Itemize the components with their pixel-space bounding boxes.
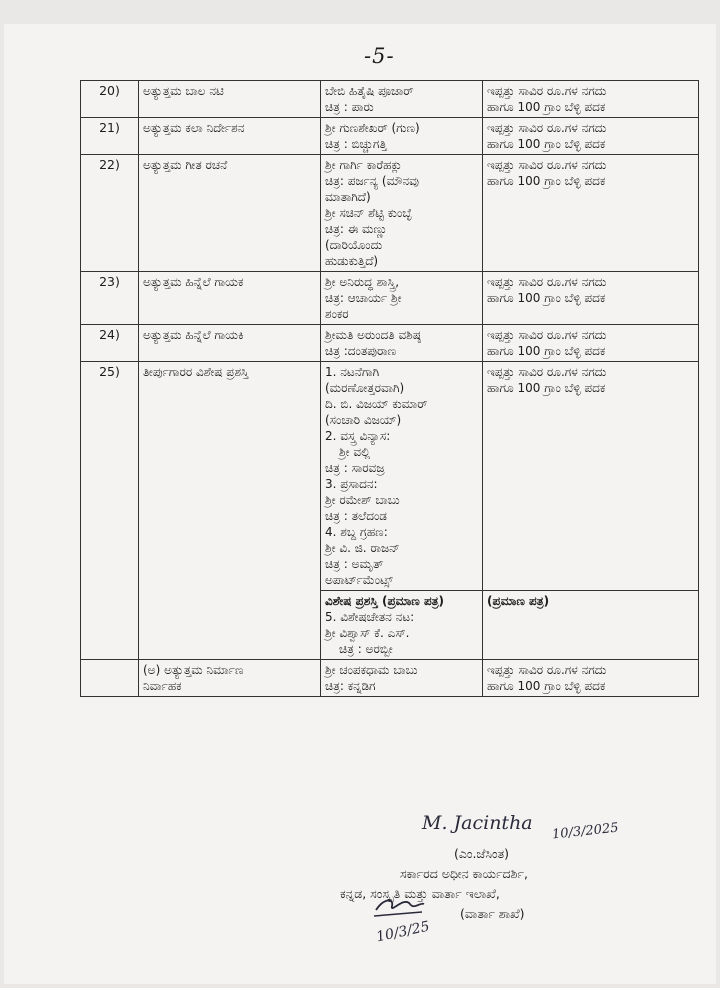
cell-line: ಶ್ರೀ ಗುಣಶೇಖರ್ (ಗುಣ) <box>325 121 420 135</box>
award-prize <box>483 362 699 591</box>
table-row <box>81 660 699 697</box>
cell-line: ಶ್ರೀ ಅನಿರುದ್ಧ ಶಾಸ್ತ್ರಿ, <box>325 275 400 289</box>
cell-line: ಇಪ್ಪತ್ತು ಸಾವಿರ ರೂ.ಗಳ ನಗದು <box>487 158 607 172</box>
officer-name: (ಎಂ.ಜೆಸಿಂತ) <box>454 846 509 861</box>
cell-line: ಶ್ರೀ ವಿಶ್ವಾಸ್ ಕೆ. ಎಸ್. <box>325 626 410 640</box>
awards-table <box>80 80 699 697</box>
page-number: -5- <box>364 44 395 68</box>
cell-line: 3. ಪ್ರಸಾದನ: <box>325 477 378 491</box>
cell-line: ಅಪಾರ್ಟ್‌ಮೆಂಟ್ಸ್ <box>325 573 393 587</box>
cell-line: ಇಪ್ಪತ್ತು ಸಾವಿರ ರೂ.ಗಳ ನಗದು <box>487 365 607 379</box>
award-prize <box>483 81 699 118</box>
cell-line: ಚಿತ್ರ :ದಂತಪುರಾಣ <box>325 344 397 358</box>
award-prize <box>483 155 699 272</box>
row-number <box>81 660 139 697</box>
special-award <box>321 591 483 660</box>
row-number: 21) <box>81 118 139 155</box>
cell-line: ದಿ. ಬಿ. ವಿಜಯ್ ಕುಮಾರ್ <box>325 397 428 411</box>
table-row <box>81 118 699 155</box>
officer-department: ಕನ್ನಡ, ಸಂಸ್ಕೃತಿ ಮತ್ತು ವಾರ್ತಾ ಇಲಾಖೆ, <box>340 886 500 901</box>
row-number: 22) <box>81 155 139 272</box>
officer-section: (ವಾರ್ತಾ ಶಾಖೆ) <box>460 906 525 921</box>
cell-line: ಚಿತ್ರ: ಪರ್ಜನ್ಯ (ಮೌನವು <box>325 174 419 188</box>
cell-line: ಬೇಬಿ ಹಿತೈಷಿ ಪೂಜಾರ್ <box>325 84 414 98</box>
special-award-heading: ವಿಶೇಷ ಪ್ರಶಸ್ತಿ (ಪ್ರಮಾಣ ಪತ್ರ) <box>325 594 445 608</box>
cell-line: ಶ್ರೀ ರಮೇಶ್ ಬಾಬು <box>325 493 400 507</box>
table-row <box>81 325 699 362</box>
award-category: ಅತ್ಯುತ್ತಮ ಕಲಾ ನಿರ್ದೇಶನ <box>139 118 321 155</box>
cell-line: (ಅ) ಅತ್ಯುತ್ತಮ ನಿರ್ಮಾಣ <box>143 663 244 677</box>
cell-line: ಹಾಗೂ 100 ಗ್ರಾಂ ಬೆಳ್ಳಿ ಪದಕ <box>487 679 606 693</box>
cell-line: ಚಿತ್ರ: ಈ ಮಣ್ಣು <box>325 222 388 236</box>
row-number: 20) <box>81 81 139 118</box>
cell-line: ಶ್ರೀಮತಿ ಅರುಂದತಿ ವಶಿಷ್ಠ <box>325 328 421 342</box>
row-number: 25) <box>81 362 139 660</box>
cell-line: ಚಿತ್ರ : ಸಾರವಜ್ರ <box>325 461 385 475</box>
cell-line: ಚಿತ್ರ : ಅರಬ್ಬೀ <box>339 642 393 656</box>
award-winner <box>321 660 483 697</box>
award-category: ಅತ್ಯುತ್ತಮ ಗೀತ ರಚನೆ <box>139 155 321 272</box>
table-row <box>81 81 699 118</box>
cell-line: (ದಾರಿಯೊಂದು <box>325 238 383 252</box>
cell-line: ಇಪ್ಪತ್ತು ಸಾವಿರ ರೂ.ಗಳ ನಗದು <box>487 275 607 289</box>
award-winner <box>321 325 483 362</box>
cell-line: ಶ್ರೀ ವಿ. ಜಿ. ರಾಜನ್ <box>325 541 400 555</box>
table-row <box>81 272 699 325</box>
cell-line: ಚಿತ್ರ : ಅಮೃತ್ <box>325 557 384 571</box>
award-winner <box>321 272 483 325</box>
cell-line: ನಿರ್ವಾಹಕ <box>143 679 182 693</box>
table-row <box>81 155 699 272</box>
cell-line: ಶ್ರೀ ಸಚಿನ್ ಶೆಟ್ಟಿ ಕುಂಬ್ಳೆ <box>325 206 412 220</box>
cell-line: ಇಪ್ಪತ್ತು ಸಾವಿರ ರೂ.ಗಳ ನಗದು <box>487 84 607 98</box>
row-number: 24) <box>81 325 139 362</box>
award-winner <box>321 81 483 118</box>
cell-line: ಹಾಗೂ 100 ಗ್ರಾಂ ಬೆಳ್ಳಿ ಪದಕ <box>487 137 606 151</box>
cell-line: ಚಿತ್ರ : ತಲೆದಂಡ <box>325 509 387 523</box>
cell-line: ಇಪ್ಪತ್ತು ಸಾವಿರ ರೂ.ಗಳ ನಗದು <box>487 328 607 342</box>
award-prize <box>483 325 699 362</box>
cell-line: 2. ವಸ್ತ್ರ ವಿನ್ಯಾಸ: <box>325 429 391 443</box>
award-prize <box>483 272 699 325</box>
cell-line: (ಮರಣೋತ್ತರವಾಗಿ) <box>325 381 405 395</box>
cell-line: ಹಾಗೂ 100 ಗ್ರಾಂ ಬೆಳ್ಳಿ ಪದಕ <box>487 291 606 305</box>
cell-line: 1. ನಟನೆಗಾಗಿ <box>325 365 380 379</box>
cell-line: ಶ್ರೀ ಗಾರ್ಗಿ ಕಾರೆಹಕ್ಲು <box>325 158 403 172</box>
cell-line: ಶ್ರೀ ಚಂಪಕಧಾಮ ಬಾಬು <box>325 663 418 677</box>
cell-line: 4. ಶಬ್ದ ಗ್ರಹಣ: <box>325 525 388 539</box>
cell-line: ಹಾಗೂ 100 ಗ್ರಾಂ ಬೆಳ್ಳಿ ಪದಕ <box>487 381 606 395</box>
initials-scribble <box>370 892 430 922</box>
cell-line: 5. ವಿಶೇಷಚೇತನ ನಟ: <box>325 610 415 624</box>
cell-line: ಚಿತ್ರ: ಆಚಾರ್ಯ ಶ್ರೀ <box>325 291 402 305</box>
cell-line: ಚಿತ್ರ : ಪಾರು <box>325 100 374 114</box>
table-row <box>81 362 699 591</box>
award-winner <box>321 118 483 155</box>
cell-line: ಹುಡುಕುತ್ತಿದೆ) <box>325 254 379 268</box>
award-category <box>139 660 321 697</box>
cell-line: ಇಪ್ಪತ್ತು ಸಾವಿರ ರೂ.ಗಳ ನಗದು <box>487 663 607 677</box>
cell-line: ಶಂಕರ <box>325 307 349 321</box>
award-prize <box>483 118 699 155</box>
cell-line: ಚಿತ್ರ : ಬಿಚ್ಚುಗತ್ತಿ <box>325 137 387 151</box>
cell-line: ಹಾಗೂ 100 ಗ್ರಾಂ ಬೆಳ್ಳಿ ಪದಕ <box>487 100 606 114</box>
cell-line: ಹಾಗೂ 100 ಗ್ರಾಂ ಬೆಳ್ಳಿ ಪದಕ <box>487 174 606 188</box>
award-winner <box>321 155 483 272</box>
handwritten-signature: M. Jacintha <box>422 812 533 834</box>
officer-designation: ಸರ್ಕಾರದ ಅಧೀನ ಕಾರ್ಯದರ್ಶಿ, <box>400 866 528 881</box>
row-number: 23) <box>81 272 139 325</box>
special-award-prize: (ಪ್ರಮಾಣ ಪತ್ರ) <box>483 591 699 660</box>
initials-date: 10/3/25 <box>374 918 432 946</box>
cell-line: ಚಿತ್ರ: ಕನ್ನಡಿಗ <box>325 679 376 693</box>
cell-line: ಮಾತಾಗಿದೆ) <box>325 190 371 204</box>
award-category: ಅತ್ಯುತ್ತಮ ಹಿನ್ನೆಲೆ ಗಾಯಕಿ <box>139 325 321 362</box>
award-category: ಅತ್ಯುತ್ತಮ ಬಾಲ ನಟಿ <box>139 81 321 118</box>
cell-line: ಹಾಗೂ 100 ಗ್ರಾಂ ಬೆಳ್ಳಿ ಪದಕ <box>487 344 606 358</box>
award-category: ಅತ್ಯುತ್ತಮ ಹಿನ್ನೆಲೆ ಗಾಯಕ <box>139 272 321 325</box>
award-prize <box>483 660 699 697</box>
handwritten-signature-date: 10/3/2025 <box>551 820 620 843</box>
award-winner <box>321 362 483 591</box>
award-category: ತೀರ್ಪುಗಾರರ ವಿಶೇಷ ಪ್ರಶಸ್ತಿ <box>139 362 321 660</box>
cell-line: ಶ್ರೀ ವಲ್ಲಿ <box>339 445 371 459</box>
cell-line: ಇಪ್ಪತ್ತು ಸಾವಿರ ರೂ.ಗಳ ನಗದು <box>487 121 607 135</box>
document-page <box>4 24 716 984</box>
cell-line: (ಸಂಚಾರಿ ವಿಜಯ್) <box>325 413 402 427</box>
